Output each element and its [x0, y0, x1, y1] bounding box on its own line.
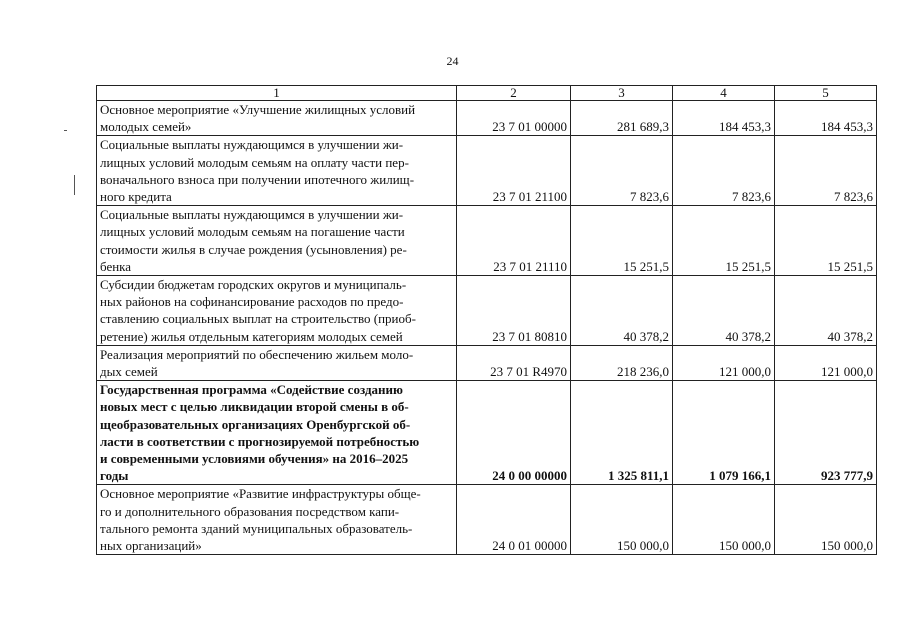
value-col-4: 15 251,5: [673, 206, 775, 276]
value-col-5: 923 777,9: [775, 381, 877, 485]
value-col-4: 7 823,6: [673, 136, 775, 206]
description-line: Основное мероприятие «Развитие инфраструктуры обще-: [100, 486, 421, 502]
value-col-5: 40 378,2: [775, 276, 877, 346]
value-col-3: 281 689,3: [571, 101, 673, 136]
description-line: ставлению социальных выплат на строительство (приоб-: [100, 311, 416, 327]
description-line: ного кредита: [100, 189, 172, 205]
row-description: [97, 485, 457, 555]
value-col-3: 218 236,0: [571, 345, 673, 380]
table-row: [97, 345, 877, 380]
budget-code: 23 7 01 80810: [457, 276, 571, 346]
table-row: [97, 485, 877, 555]
budget-code: 24 0 00 00000: [457, 381, 571, 485]
description-line: ласти в соответствии с прогнозируемой потребностью: [100, 433, 420, 449]
description-line: щеобразовательных организациях Оренбургской об-: [100, 416, 411, 432]
description-line: годы: [100, 468, 129, 484]
table-row: [97, 136, 877, 206]
row-description: [97, 345, 457, 380]
value-col-4: 184 453,3: [673, 101, 775, 136]
value-col-4: 150 000,0: [673, 485, 775, 555]
value-col-3: 150 000,0: [571, 485, 673, 555]
table-row: [97, 381, 877, 485]
budget-code: 23 7 01 00000: [457, 101, 571, 136]
description-line: лищных условий молодым семьям на погашение части: [100, 224, 405, 240]
value-col-5: 15 251,5: [775, 206, 877, 276]
column-header: 1: [97, 86, 457, 101]
value-col-5: 7 823,6: [775, 136, 877, 206]
column-header: 4: [673, 86, 775, 101]
margin-mark: [74, 175, 75, 195]
value-col-5: 184 453,3: [775, 101, 877, 136]
description-line: бенка: [100, 258, 132, 274]
description-line: ретение) жилья отдельным категориям молодых семей: [100, 328, 403, 344]
value-col-5: 121 000,0: [775, 345, 877, 380]
table-body: [97, 101, 877, 555]
description-line: Реализация мероприятий по обеспечению жильем моло-: [100, 346, 414, 362]
description-line: и современными условиями обучения» на 2016–2025: [100, 451, 409, 467]
row-description: [97, 101, 457, 136]
row-description: [97, 381, 457, 485]
row-description: [97, 136, 457, 206]
value-col-4: 40 378,2: [673, 276, 775, 346]
description-line: Социальные выплаты нуждающимся в улучшении жи-: [100, 137, 404, 153]
table-row: [97, 101, 877, 136]
description-line: тального ремонта зданий муниципальных образователь-: [100, 520, 413, 536]
budget-code: 24 0 01 00000: [457, 485, 571, 555]
budget-table: [96, 85, 877, 555]
description-line: воначального взноса при получении ипотечного жилищ-: [100, 171, 415, 187]
column-header: 3: [571, 86, 673, 101]
description-line: Социальные выплаты нуждающимся в улучшении жи-: [100, 207, 404, 223]
value-col-4: 121 000,0: [673, 345, 775, 380]
row-description: [97, 276, 457, 346]
description-line: Субсидии бюджетам городских округов и муниципаль-: [100, 277, 407, 293]
row-description: [97, 206, 457, 276]
column-header: 2: [457, 86, 571, 101]
budget-code: 23 7 01 21110: [457, 206, 571, 276]
description-line: го и дополнительного образования посредством капи-: [100, 503, 400, 519]
value-col-3: 40 378,2: [571, 276, 673, 346]
description-line: Основное мероприятие «Улучшение жилищных условий: [100, 102, 416, 117]
value-col-3: 1 325 811,1: [571, 381, 673, 485]
table-header-row: [97, 86, 877, 101]
description-line: ных районов на софинансирование расходов по предо-: [100, 294, 404, 310]
budget-code: 23 7 01 R4970: [457, 345, 571, 380]
margin-mark: [64, 130, 67, 131]
value-col-3: 15 251,5: [571, 206, 673, 276]
description-line: Государственная программа «Содействие созданию: [100, 382, 403, 398]
column-header: 5: [775, 86, 877, 101]
value-col-3: 7 823,6: [571, 136, 673, 206]
budget-code: 23 7 01 21100: [457, 136, 571, 206]
description-line: новых мест с целью ликвидации второй смены в об-: [100, 399, 409, 415]
table-row: [97, 206, 877, 276]
value-col-5: 150 000,0: [775, 485, 877, 555]
value-col-4: 1 079 166,1: [673, 381, 775, 485]
description-line: лищных условий молодым семьям на оплату части пер-: [100, 154, 409, 170]
table-row: [97, 276, 877, 346]
description-line: дых семей: [100, 364, 158, 380]
description-line: ных организаций»: [100, 538, 202, 554]
description-line: молодых семей»: [100, 119, 192, 135]
description-line: стоимости жилья в случае рождения (усыновления) ре-: [100, 241, 407, 257]
page-number: 24: [446, 54, 459, 68]
